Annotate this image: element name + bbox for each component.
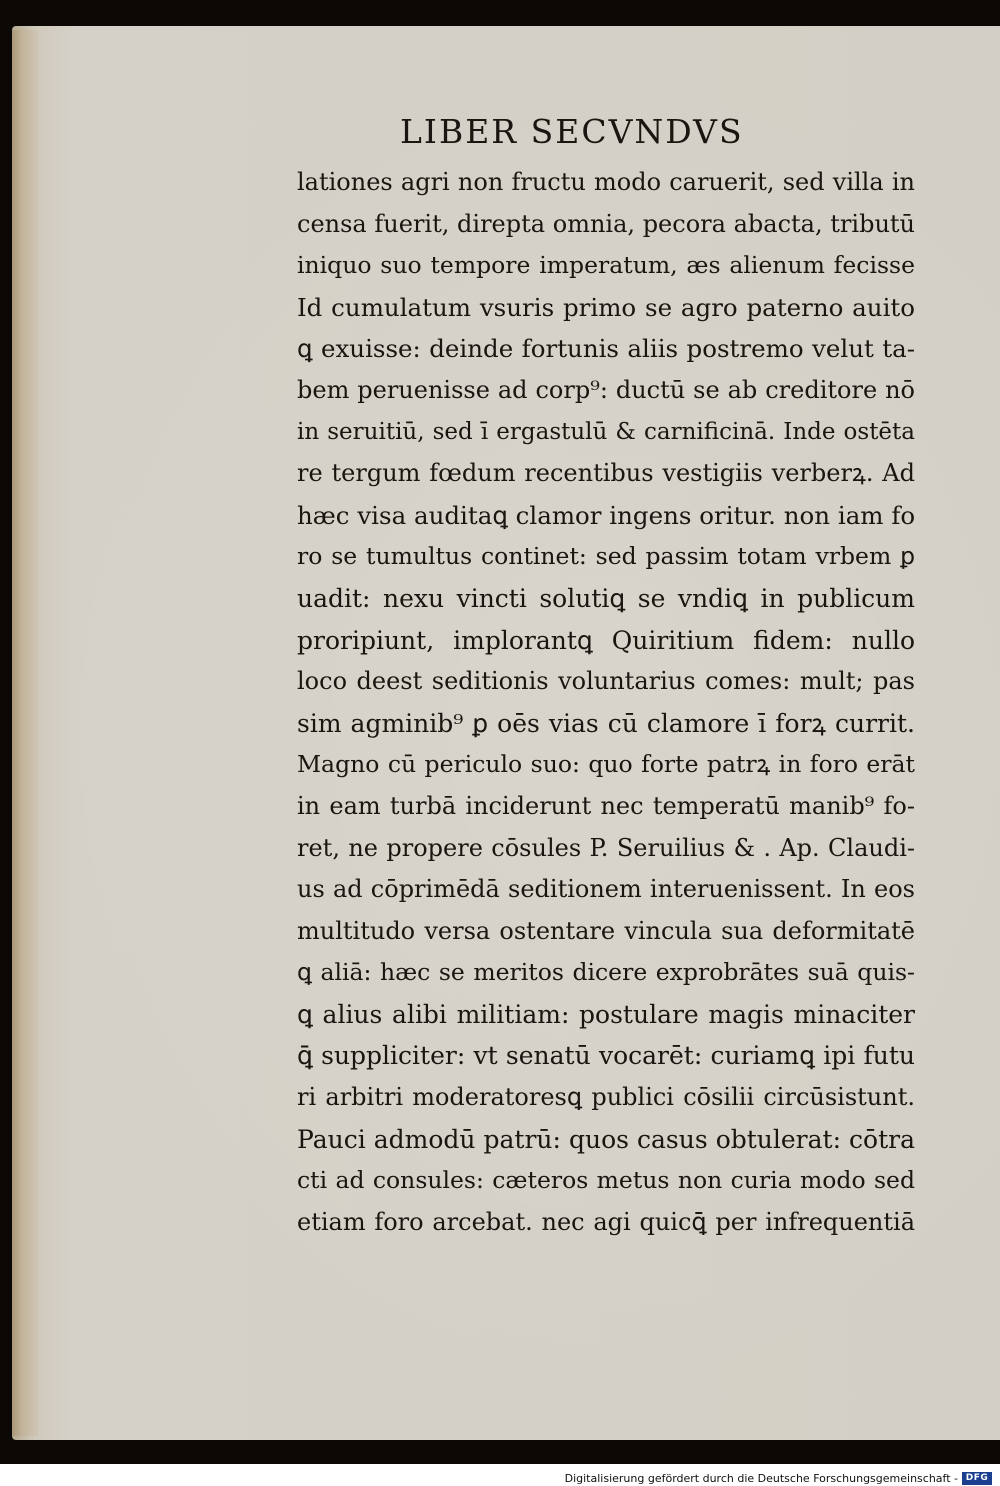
text-line: us ad cōprimēdā seditionem interuenissent. In eos [297,875,915,904]
text-line: loco deest seditionis voluntarius comes: mult; pas [297,667,915,696]
text-line: Id cumulatum vsuris primo se agro paterno auito [297,292,915,322]
text-line: iniquo suo tempore imperatum, æs alienum fecisse [297,251,915,280]
dfg-logo-icon: DFG [962,1472,992,1485]
text-line: proripiunt, implorantꝗ Quiritium fidem: nullo [297,625,915,655]
text-line: bem peruenisse ad corp⁹: ductū se ab creditore nō [297,375,915,404]
text-line: Magno cū periculo suo: quo forte patrꝝ in foro erāt [297,750,915,779]
text-line: censa fuerit, direpta omnia, pecora abacta, tributū [297,209,915,238]
text-line: in seruitiū, sed ī ergastulū & carnificinā. Inde ostēta [297,418,915,445]
footer [565,1470,992,1486]
text-line: cti ad consules: cæteros metus non curia modo sed [297,1166,915,1195]
text-line: multitudo versa ostentare vincula sua deformitatē [297,916,915,945]
text-line: uadit: nexu vincti solutiꝗ se vndiꝗ in publicum [297,583,915,613]
text-line: lationes agri non fructu modo caruerit, sed villa in [297,168,915,196]
running-head: LIBER SECVNDVS [400,112,744,151]
text-line: ꝗ exuisse: deinde fortunis aliis postremo velut ta- [297,334,915,364]
text-line: ri arbitri moderatoresꝗ publici cōsilii circūsistunt. [297,1083,915,1112]
text-line: ꝗ aliā: hæc se meritos dicere exprobrātes suā quis- [297,958,915,987]
footer-credit: Digitalisierung gefördert durch die Deutsche Forschungsgemeinschaft - [564,1471,958,1485]
text-line: ro se tumultus continet: sed passim totam vrbem ꝑ [297,542,915,571]
text-line: re tergum fœdum recentibus vestigiis verberꝝ. Ad [297,459,915,488]
text-line: etiam foro arcebat. nec agi quicꝗ̄ per infrequentiā [297,1207,915,1236]
text-line: sim agminib⁹ ꝑ oēs vias cū clamore ī forꝝ currit. [297,708,915,738]
text-line: hæc visa auditaꝗ clamor ingens oritur. non iam fo [297,500,915,530]
text-line: in eam turbā inciderunt nec temperatū manib⁹ fo- [297,791,915,820]
text-line: ret, ne propere cōsules P. Seruilius & . Ap. Claudi- [297,833,915,862]
page-edge [12,30,38,1436]
text-line: Pauci admodū patrū: quos casus obtulerat: cōtra [297,1124,915,1154]
text-line: ꝗ̄ suppliciter: vt senatū vocarēt: curiamꝗ ipi futu [297,1041,915,1071]
text-block [297,162,915,1243]
text-line: ꝗ alius alibi militiam: postulare magis minaciter [297,999,915,1029]
